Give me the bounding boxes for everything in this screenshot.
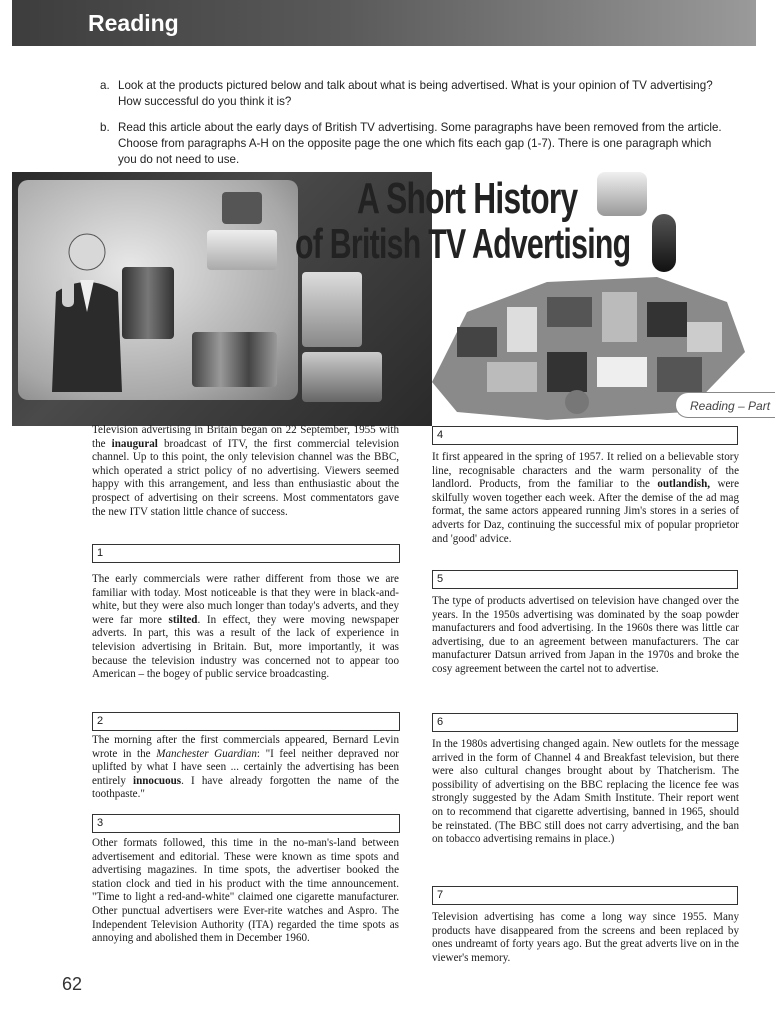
gap-box-1[interactable]: 1	[92, 544, 400, 563]
cereal-box-image	[302, 272, 362, 347]
gap-box-4[interactable]: 4	[432, 426, 738, 445]
paragraph-products	[432, 595, 739, 677]
p1-text-2: . In effect, they were moving newspaper adverts. In part, this was a result of the lack of experience in television advertising in Britain. But, more importantly, it was because the television industry was concerned not to appear too American – the bogey of public service broadcasting.	[92, 613, 399, 681]
instruction-b-label: b.	[100, 121, 110, 134]
soup-cans-image	[192, 332, 277, 387]
instruction-a-text: Look at the products pictured below and talk about what is being advertised. What is your opinion of TV advertising? How successful do you think it is?	[118, 79, 713, 108]
p2-text-2: : "I feel neither depraved nor uplifted by what I have seen ... certainly the advertising has been entirely	[92, 747, 399, 787]
gap-box-3[interactable]: 3	[92, 814, 400, 833]
paragraph-levin	[92, 734, 399, 802]
paragraph-early-commercials	[92, 573, 399, 682]
instruction-b-text: Read this article about the early days of British TV advertising. Some paragraphs have been removed from the article. Choose from paragraphs A-H on the opposite page the one which fits each gap (1-7). There is one paragraph which you do not need to use.	[118, 121, 722, 166]
instruction-b	[100, 120, 728, 168]
p4-text-2: were skilfully woven together each week. After the demise of the ad mag format, the same actors appeared running Jim's stores in a series of adverts for Daz, continuing the successful mix of popular proprietor and 'good' advice.	[432, 478, 740, 545]
p4-text-1: It first appeared in the spring of 1957. It relied on a believable story line, recognisable characters and the warm personality of the landlord. Products, from the familiar to the	[432, 451, 739, 491]
gap-box-5[interactable]: 5	[432, 570, 738, 589]
p1-text-1: The early commercials were rather different from those we are familiar with today. Most noticeable is that they were in black-and-white, but they were also much longer than today's adverts, and they were far more	[92, 573, 399, 626]
biscuit-box-image	[302, 352, 382, 402]
instruction-a-label: a.	[100, 79, 110, 92]
hero-illustration	[12, 172, 771, 426]
paragraph-conclusion	[432, 911, 739, 965]
paragraph-other-formats	[92, 837, 399, 946]
gap-box-7[interactable]: 7	[432, 886, 738, 905]
intro-text-2: broadcast of ITV, the first commercial television channel. Up to this point, the only television channel was the BBC, which operated a strict policy of no advertising. Viewers seemed happy with this arrangement, and less than enthusiastic about the prospect of advertising on their screens. Most commentators gave the new ITV station little chance of success.	[92, 437, 400, 518]
p1-bold: stilted	[168, 613, 198, 626]
p6-text: In the 1980s advertising changed again. New outlets for the message arrived in the form of Channel 4 and Breakfast television, but there were also cultural changes brought about by Thatcherism. The possibility of advertising on the BBC replacing the licence fee was strongly suggested by the Adam Smith Institute. Their report went on to recommend that cigarette advertising, banned in 1965, should be reinstated. (The BBC still does not carry advertising, and the ban on tobacco advertising remains in place.)	[432, 738, 739, 846]
p2-text-1: The morning after the first commercials appeared, Bernard Levin wrote in the	[92, 734, 399, 760]
ice-cream-box-image	[207, 230, 277, 270]
p7-text: Television advertising has come a long way since 1955. Many products have disappeared from the screens and been replaced by ones undreamt of forty years ago. But the great adverts live on in the viewer's memory.	[432, 911, 739, 964]
p3-text: Other formats followed, this time in the no-man's-land between advertisement and editorial. These were known as time spots and advertising magazines. In time spots, the advertiser booked the station clock and tied in his product with the time announcement. "Time to light a red-and-white" claimed one cigarette manufacturer. Other punctual advertisers were Ever-rite watches and Aspro. The Independent Television Authority (ITA) regarded the time spots as annoying and abolished them in December 1960.	[92, 837, 399, 945]
article-title: A Short History	[357, 174, 578, 223]
gap-box-6[interactable]: 6	[432, 713, 738, 732]
intro-bold: inaugural	[111, 437, 158, 450]
p5-text: The type of products advertised on television have changed over the years. In the 1950s advertising was dominated by the soap powder manufacturers and food advertising. In the 1960s there was little car advertising, due to an agreement between manufacturers. The car manufacturer Datsun arrived from Japan in the 1970s and broke the cosy agreement between the cartel not to advertise.	[432, 595, 739, 675]
p2-text-3: . I have already forgotten the name of the toothpaste."	[92, 774, 400, 801]
tea-pack-image	[222, 192, 262, 224]
shaver-image	[652, 214, 676, 272]
section-tab: Reading – Part	[675, 392, 775, 418]
paragraph-1980s	[432, 738, 739, 847]
page-number: 62	[62, 974, 83, 994]
paragraph-first-appeared	[432, 451, 739, 546]
presenter-image	[42, 222, 132, 392]
gap-box-2[interactable]: 2	[92, 712, 400, 731]
p4-bold: outlandish,	[657, 478, 711, 491]
paragraph-intro	[92, 424, 399, 519]
p2-italic: Manchester Guardian	[156, 747, 257, 760]
intro-text-1: Television advertising in Britain began on 22 September, 1955 with the	[92, 424, 399, 450]
instruction-a	[100, 78, 728, 110]
section-title: Reading	[88, 10, 179, 36]
p2-bold: innocuous	[133, 774, 182, 787]
section-header	[12, 0, 756, 46]
cocoa-tin-image	[122, 267, 174, 339]
toaster-image	[597, 172, 647, 216]
article-subtitle: of British TV Advertising	[295, 220, 631, 267]
